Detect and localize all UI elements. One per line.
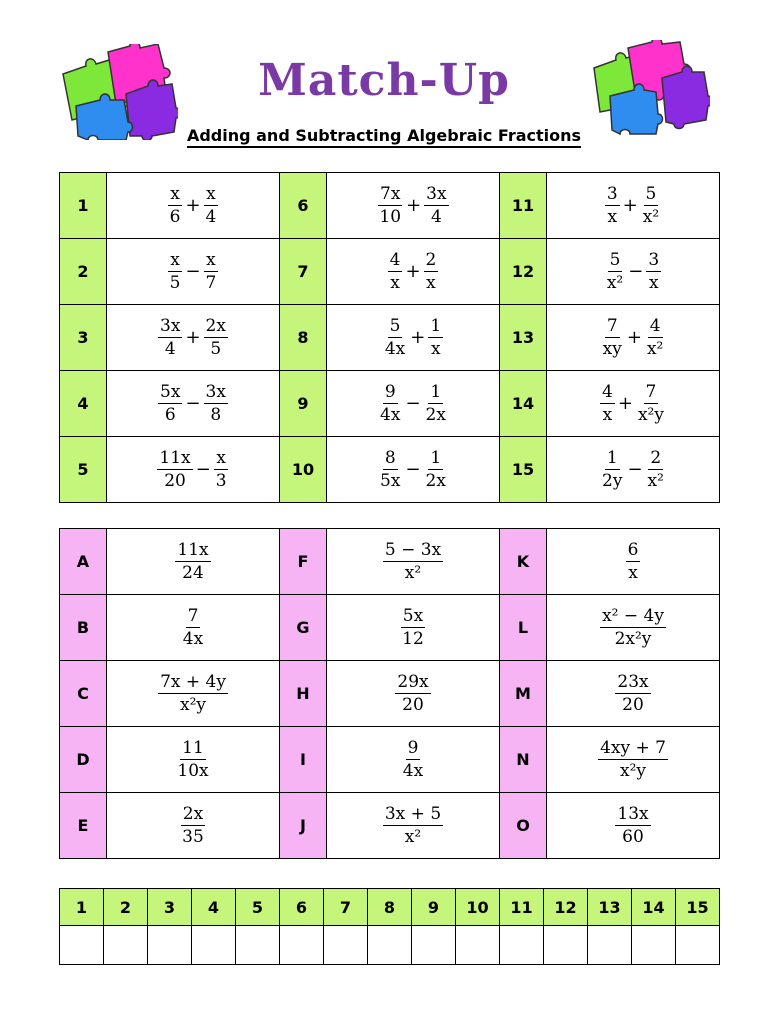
numerator: 3x bbox=[160, 316, 181, 336]
denominator: 12 bbox=[402, 629, 424, 649]
numerator: 2 bbox=[650, 448, 662, 468]
fraction bbox=[168, 250, 183, 293]
answer-letter: O bbox=[500, 793, 547, 859]
answer-grid-cell[interactable] bbox=[456, 926, 500, 965]
question-expression bbox=[547, 437, 720, 503]
answer-expression bbox=[327, 727, 500, 793]
question-row bbox=[60, 305, 720, 371]
question-number: 2 bbox=[60, 239, 107, 305]
answer-letter: C bbox=[60, 661, 107, 727]
question-expression bbox=[547, 371, 720, 437]
question-expression bbox=[107, 173, 280, 239]
denominator: 4x bbox=[402, 761, 424, 781]
answer-grid-cell[interactable] bbox=[676, 926, 720, 965]
operator: − bbox=[627, 459, 643, 480]
denominator: 5 bbox=[210, 339, 222, 359]
fraction bbox=[428, 316, 443, 359]
operator: + bbox=[410, 327, 426, 348]
operator: + bbox=[617, 393, 633, 414]
denominator: x² bbox=[404, 827, 422, 847]
question-number: 13 bbox=[500, 305, 547, 371]
answer-grid-header: 10 bbox=[456, 889, 500, 926]
question-number: 6 bbox=[280, 173, 327, 239]
answer-letter: D bbox=[60, 727, 107, 793]
operator: − bbox=[628, 261, 644, 282]
answer-expression bbox=[327, 793, 500, 859]
fraction bbox=[158, 316, 182, 359]
fraction bbox=[175, 738, 210, 781]
answer-letter: B bbox=[60, 595, 107, 661]
answer-grid-header: 2 bbox=[104, 889, 148, 926]
denominator: x² bbox=[647, 471, 664, 491]
numerator: 7 bbox=[606, 316, 618, 336]
denominator: 20 bbox=[622, 695, 644, 715]
question-expression bbox=[327, 371, 500, 437]
denominator: x bbox=[602, 405, 613, 425]
numerator: 2x bbox=[205, 316, 226, 336]
fraction bbox=[175, 540, 210, 583]
denominator: x² bbox=[646, 339, 664, 359]
answer-expression bbox=[327, 529, 500, 595]
denominator: x²y bbox=[637, 405, 664, 425]
operator: − bbox=[195, 459, 211, 480]
answer-letter: E bbox=[60, 793, 107, 859]
denominator: 4 bbox=[164, 339, 176, 359]
question-number: 3 bbox=[60, 305, 107, 371]
numerator: 11x bbox=[177, 540, 209, 560]
denominator: 60 bbox=[622, 827, 644, 847]
answer-row bbox=[60, 595, 720, 661]
numerator: 4 bbox=[649, 316, 661, 336]
question-number: 15 bbox=[500, 437, 547, 503]
operator: − bbox=[405, 393, 421, 414]
fraction bbox=[180, 804, 206, 847]
question-expression bbox=[547, 173, 720, 239]
fraction bbox=[601, 316, 624, 359]
answer-grid-header: 8 bbox=[368, 889, 412, 926]
numerator: x bbox=[170, 250, 180, 270]
numerator: 5 − 3x bbox=[384, 540, 442, 560]
answer-grid-header: 5 bbox=[236, 889, 280, 926]
question-row bbox=[60, 173, 720, 239]
numerator: 7x bbox=[380, 184, 401, 204]
numerator: 3x + 5 bbox=[384, 804, 442, 824]
answer-row bbox=[60, 661, 720, 727]
denominator: 2x bbox=[425, 405, 446, 425]
fraction bbox=[204, 316, 228, 359]
answer-grid-header: 13 bbox=[588, 889, 632, 926]
answer-expression bbox=[547, 727, 720, 793]
denominator: 3 bbox=[215, 471, 227, 491]
answer-expression bbox=[547, 529, 720, 595]
numerator: x² − 4y bbox=[602, 606, 664, 626]
answer-expression bbox=[107, 661, 280, 727]
fraction bbox=[605, 250, 625, 293]
fraction bbox=[181, 606, 205, 649]
answer-grid-cell[interactable] bbox=[500, 926, 544, 965]
denominator: 10 bbox=[379, 207, 402, 227]
numerator: 4 bbox=[389, 250, 401, 270]
denominator: xy bbox=[602, 339, 622, 359]
question-row bbox=[60, 437, 720, 503]
fraction bbox=[641, 184, 661, 227]
fraction bbox=[615, 804, 650, 847]
question-expression bbox=[107, 239, 280, 305]
numerator: 6 bbox=[627, 540, 639, 560]
denominator: x² bbox=[404, 563, 422, 583]
question-number: 7 bbox=[280, 239, 327, 305]
operator: + bbox=[406, 195, 422, 216]
answer-expression bbox=[547, 793, 720, 859]
answer-grid-cell[interactable] bbox=[148, 926, 192, 965]
answer-expression bbox=[107, 529, 280, 595]
denominator: 20 bbox=[402, 695, 424, 715]
answer-letter: J bbox=[280, 793, 327, 859]
operator: + bbox=[185, 195, 201, 216]
question-expression bbox=[107, 305, 280, 371]
numerator: 2 bbox=[425, 250, 437, 270]
question-expression bbox=[327, 305, 500, 371]
fraction bbox=[388, 250, 403, 293]
answers-table bbox=[59, 528, 720, 859]
denominator: 2y bbox=[602, 471, 623, 491]
answer-letter: A bbox=[60, 529, 107, 595]
denominator: 2x²y bbox=[614, 629, 652, 649]
fraction bbox=[378, 382, 402, 425]
numerator: 29x bbox=[397, 672, 429, 692]
answer-row bbox=[60, 529, 720, 595]
answer-grid-header: 6 bbox=[280, 889, 324, 926]
answer-letter: M bbox=[500, 661, 547, 727]
answer-grid-cell[interactable] bbox=[60, 926, 104, 965]
denominator: x² bbox=[642, 207, 660, 227]
denominator: 35 bbox=[182, 827, 204, 847]
denominator: 4x bbox=[182, 629, 204, 649]
fraction bbox=[600, 382, 615, 425]
question-number: 12 bbox=[500, 239, 547, 305]
denominator: x²y bbox=[179, 695, 206, 715]
numerator: x bbox=[170, 184, 180, 204]
answer-row bbox=[60, 793, 720, 859]
denominator: x bbox=[628, 563, 638, 583]
operator: − bbox=[185, 393, 201, 414]
fraction bbox=[383, 540, 443, 583]
question-number: 8 bbox=[280, 305, 327, 371]
fraction bbox=[158, 382, 182, 425]
denominator: x bbox=[607, 207, 618, 227]
question-number: 14 bbox=[500, 371, 547, 437]
answer-grid-header: 15 bbox=[676, 889, 720, 926]
denominator: 20 bbox=[164, 471, 186, 491]
answer-grid-cell[interactable] bbox=[588, 926, 632, 965]
numerator: 5x bbox=[402, 606, 424, 626]
denominator: 4 bbox=[430, 207, 442, 227]
answer-grid-header: 3 bbox=[148, 889, 192, 926]
answer-grid-header: 14 bbox=[632, 889, 676, 926]
numerator: 1 bbox=[430, 448, 442, 468]
fraction bbox=[168, 184, 183, 227]
numerator: 7 bbox=[187, 606, 199, 626]
denominator: x²y bbox=[619, 761, 646, 781]
answer-expression bbox=[107, 727, 280, 793]
denominator: x bbox=[426, 273, 436, 293]
numerator: 3 bbox=[648, 250, 660, 270]
answer-grid-cell[interactable] bbox=[368, 926, 412, 965]
numerator: 3x bbox=[426, 184, 447, 204]
fraction bbox=[600, 448, 624, 491]
answer-grid-cell[interactable] bbox=[104, 926, 148, 965]
page-title: Match-Up bbox=[258, 55, 510, 106]
fraction bbox=[646, 448, 666, 491]
fraction bbox=[204, 382, 228, 425]
numerator: 9 bbox=[384, 382, 396, 402]
fraction bbox=[424, 382, 448, 425]
answer-letter: H bbox=[280, 661, 327, 727]
fraction bbox=[600, 606, 666, 649]
fraction bbox=[400, 606, 426, 649]
question-expression bbox=[107, 437, 280, 503]
numerator: 9 bbox=[407, 738, 419, 758]
answer-grid-cell[interactable] bbox=[632, 926, 676, 965]
numerator: 13x bbox=[617, 804, 649, 824]
answer-expression bbox=[107, 793, 280, 859]
numerator: x bbox=[206, 184, 216, 204]
denominator: x bbox=[430, 339, 441, 359]
operator: + bbox=[405, 261, 421, 282]
denominator: 10x bbox=[177, 761, 209, 781]
question-expression bbox=[107, 371, 280, 437]
fraction bbox=[383, 316, 407, 359]
fraction bbox=[605, 184, 620, 227]
fraction bbox=[401, 738, 425, 781]
answer-grid-header: 7 bbox=[324, 889, 368, 926]
denominator: 6 bbox=[164, 405, 176, 425]
fraction bbox=[204, 250, 219, 293]
answer-letter: G bbox=[280, 595, 327, 661]
questions-table bbox=[59, 172, 720, 503]
fraction bbox=[158, 672, 228, 715]
numerator: 1 bbox=[606, 448, 618, 468]
denominator: 5x bbox=[380, 471, 401, 491]
question-number: 9 bbox=[280, 371, 327, 437]
fraction bbox=[395, 672, 430, 715]
numerator: 7 bbox=[645, 382, 657, 402]
answer-grid-header: 12 bbox=[544, 889, 588, 926]
question-number: 1 bbox=[60, 173, 107, 239]
answer-row bbox=[60, 727, 720, 793]
question-expression bbox=[327, 239, 500, 305]
answer-grid-header: 11 bbox=[500, 889, 544, 926]
operator: + bbox=[185, 327, 201, 348]
question-number: 10 bbox=[280, 437, 327, 503]
answer-letter: L bbox=[500, 595, 547, 661]
numerator: 7x + 4y bbox=[160, 672, 226, 692]
question-number: 11 bbox=[500, 173, 547, 239]
numerator: 5x bbox=[160, 382, 181, 402]
denominator: 6 bbox=[169, 207, 181, 227]
operator: − bbox=[405, 459, 421, 480]
denominator: x² bbox=[606, 273, 624, 293]
numerator: 4 bbox=[602, 382, 613, 402]
answer-letter: I bbox=[280, 727, 327, 793]
question-expression bbox=[327, 173, 500, 239]
denominator: x bbox=[648, 273, 659, 293]
numerator: 2x bbox=[182, 804, 204, 824]
fraction bbox=[204, 184, 219, 227]
fraction bbox=[377, 184, 403, 227]
operator: + bbox=[626, 327, 642, 348]
fraction bbox=[598, 738, 668, 781]
answer-expression bbox=[327, 661, 500, 727]
numerator: 4xy + 7 bbox=[600, 738, 666, 758]
denominator: 8 bbox=[210, 405, 222, 425]
fraction bbox=[424, 250, 439, 293]
fraction bbox=[214, 448, 229, 491]
question-expression bbox=[547, 305, 720, 371]
numerator: x bbox=[216, 448, 226, 468]
numerator: 3 bbox=[606, 184, 618, 204]
fraction bbox=[383, 804, 443, 847]
operator: + bbox=[622, 195, 638, 216]
denominator: 4x bbox=[384, 339, 406, 359]
denominator: 2x bbox=[425, 471, 446, 491]
answer-grid-cell[interactable] bbox=[236, 926, 280, 965]
question-number: 5 bbox=[60, 437, 107, 503]
fraction bbox=[378, 448, 402, 491]
answer-letter: K bbox=[500, 529, 547, 595]
fraction bbox=[424, 184, 448, 227]
fraction bbox=[645, 316, 665, 359]
numerator: 23x bbox=[617, 672, 649, 692]
answer-expression bbox=[107, 595, 280, 661]
fraction bbox=[646, 250, 661, 293]
numerator: 11 bbox=[182, 738, 204, 758]
fraction bbox=[424, 448, 448, 491]
answer-grid-header: 4 bbox=[192, 889, 236, 926]
answer-grid-cell[interactable] bbox=[544, 926, 588, 965]
answer-grid bbox=[59, 888, 720, 965]
denominator: x bbox=[390, 273, 400, 293]
denominator: 24 bbox=[182, 563, 204, 583]
answer-letter: N bbox=[500, 727, 547, 793]
answer-expression bbox=[547, 595, 720, 661]
numerator: 5 bbox=[389, 316, 401, 336]
numerator: 8 bbox=[384, 448, 396, 468]
question-expression bbox=[547, 239, 720, 305]
answer-grid-cell[interactable] bbox=[412, 926, 456, 965]
fraction bbox=[615, 672, 650, 715]
numerator: 3x bbox=[205, 382, 226, 402]
denominator: 5 bbox=[169, 273, 181, 293]
denominator: 4x bbox=[380, 405, 401, 425]
page-subtitle: Adding and Subtracting Algebraic Fractions bbox=[187, 126, 581, 148]
answer-grid-header: 9 bbox=[412, 889, 456, 926]
fraction bbox=[636, 382, 666, 425]
denominator: 4 bbox=[205, 207, 217, 227]
fraction bbox=[157, 448, 192, 491]
denominator: 7 bbox=[205, 273, 217, 293]
numerator: 11x bbox=[159, 448, 191, 468]
operator: − bbox=[185, 261, 201, 282]
answer-expression bbox=[547, 661, 720, 727]
answer-grid-cell[interactable] bbox=[324, 926, 368, 965]
numerator: 1 bbox=[430, 382, 442, 402]
question-expression bbox=[327, 437, 500, 503]
answer-grid-header: 1 bbox=[60, 889, 104, 926]
answer-letter: F bbox=[280, 529, 327, 595]
answer-expression bbox=[327, 595, 500, 661]
numerator: x bbox=[206, 250, 216, 270]
numerator: 5 bbox=[645, 184, 657, 204]
answer-grid-cell[interactable] bbox=[192, 926, 236, 965]
numerator: 1 bbox=[430, 316, 442, 336]
question-number: 4 bbox=[60, 371, 107, 437]
numerator: 5 bbox=[609, 250, 621, 270]
answer-grid-cell[interactable] bbox=[280, 926, 324, 965]
question-row bbox=[60, 371, 720, 437]
fraction bbox=[626, 540, 641, 583]
question-row bbox=[60, 239, 720, 305]
